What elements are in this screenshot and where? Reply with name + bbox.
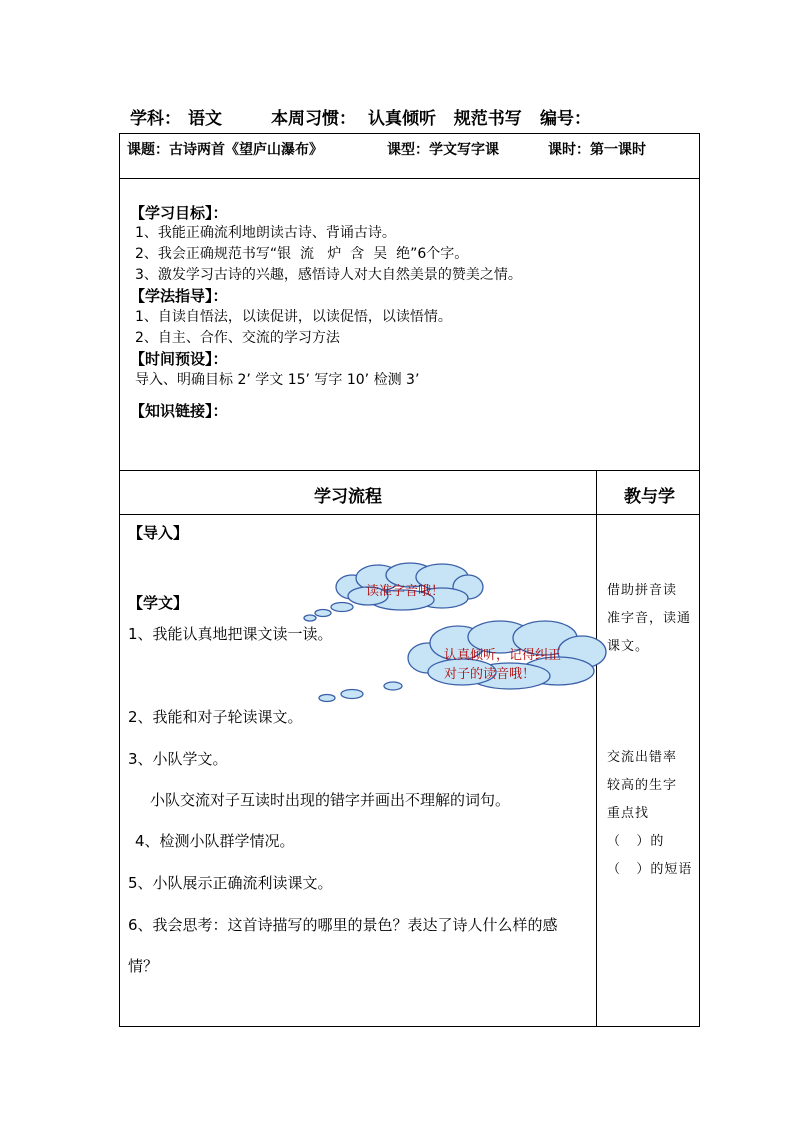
teach-note-1-line-1: 借助拼音读 xyxy=(607,583,678,598)
goal-item-3: 3、激发学习古诗的兴趣，感悟诗人对大自然美景的赞美之情。 xyxy=(135,267,522,283)
large-cloud-text-1: 认真倾听，记得纠正 xyxy=(444,648,562,663)
teach-note-1-line-2: 准字音，读通 xyxy=(607,611,692,626)
divider-goals xyxy=(119,470,700,471)
step-1: 1、我能认真地把课文读一读。 xyxy=(128,625,333,643)
study-title: 【学文】 xyxy=(128,594,189,612)
process-header: 学习流程 xyxy=(314,487,382,507)
large-cloud-bubble-1 xyxy=(384,682,402,690)
goals-title: 【学习目标】： xyxy=(130,204,228,222)
teach-note-2-line-1: 交流出错率 xyxy=(607,750,678,765)
column-divider xyxy=(596,470,597,1027)
lesson-type: 课型：学文写字课 xyxy=(387,142,499,158)
method-item-1: 1、自读自悟法，以读促讲，以读促悟，以读悟情。 xyxy=(135,309,452,325)
method-item-2: 2、自主、合作、交流的学习方法 xyxy=(135,330,340,346)
large-cloud-bubble-2 xyxy=(341,690,363,699)
habit-value: 认真倾听 规范书写 xyxy=(368,109,522,129)
step-4: 4、检测小队群学情况。 xyxy=(135,832,295,850)
time-title: 【时间预设】： xyxy=(130,350,228,368)
teach-note-2-line-3: 重点找 xyxy=(607,806,650,821)
lesson-period: 课时：第一课时 xyxy=(548,142,646,158)
small-cloud-bubble-3 xyxy=(304,615,316,621)
method-title: 【学法指导】： xyxy=(130,287,228,305)
teach-note-2-line-2: 较高的生字 xyxy=(607,778,678,793)
teach-header: 教与学 xyxy=(624,487,675,507)
step-5: 5、小队展示正确流利读课文。 xyxy=(128,874,333,892)
large-cloud-bubble-3 xyxy=(319,695,335,702)
number-label: 编号： xyxy=(540,109,591,129)
teach-note-2-line-5: （ ）的短语 xyxy=(607,862,693,877)
subject-label: 学科： xyxy=(130,109,181,129)
goal-item-2: 2、我会正确规范书写“银 流 炉 含 吴 绝”6个字。 xyxy=(135,246,469,262)
goal-item-1: 1、我能正确流利地朗读古诗、背诵古诗。 xyxy=(135,225,396,241)
step-2: 2、我能和对子轮读课文。 xyxy=(128,708,303,726)
knowledge-title: 【知识链接】： xyxy=(130,402,228,420)
speech-clouds xyxy=(290,560,630,705)
lesson-topic: 课题：古诗两首《望庐山瀑布》 xyxy=(127,142,323,158)
small-cloud-bubble-1 xyxy=(331,603,353,612)
habit-label: 本周习惯： xyxy=(271,109,356,129)
divider-info xyxy=(119,178,700,179)
time-text: 导入、明确目标 2’ 学文 15’ 写字 10’ 检测 3’ xyxy=(135,372,420,388)
step-3: 3、小队学文。 xyxy=(128,750,228,768)
small-cloud-text: 读准字音哦！ xyxy=(366,584,445,599)
teach-note-1-line-3: 课文。 xyxy=(607,639,650,654)
large-cloud-text-2: 对子的读音哦！ xyxy=(444,667,536,682)
step-3-detail: 小队交流对子互读时出现的错字并画出不理解的词句。 xyxy=(150,791,511,809)
step-6-line-2: 情？ xyxy=(128,957,159,975)
step-6-line-1: 6、我会思考：这首诗描写的哪里的景色？表达了诗人什么样的感 xyxy=(128,916,558,934)
intro-title: 【导入】 xyxy=(128,524,189,542)
subject-value: 语文 xyxy=(188,109,222,129)
small-cloud-bubble-2 xyxy=(315,610,331,617)
teach-note-2-line-4: （ ）的 xyxy=(607,834,665,849)
divider-flow-header xyxy=(119,514,700,515)
